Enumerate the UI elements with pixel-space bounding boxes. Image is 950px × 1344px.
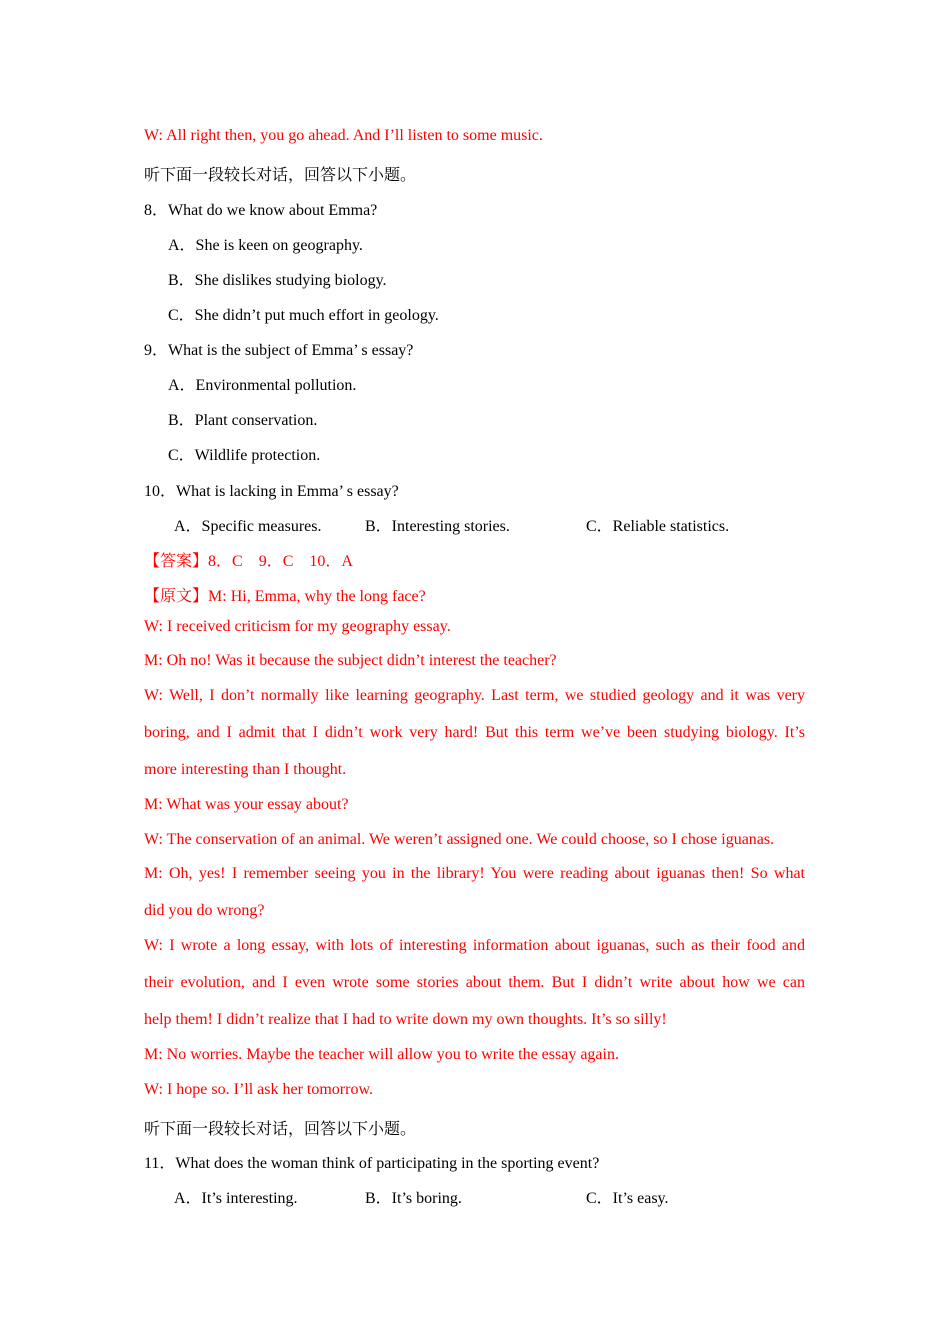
question-11-stem: 11．What does the woman think of participating in the sporting event?: [144, 1155, 600, 1172]
question-10-options: [0, 513, 950, 535]
question-8-option-c: C．She didn’t put much effort in geology.: [168, 307, 439, 324]
transcript-line: help them! I didn’t realize that I had to write down my own thoughts. It’s so silly!: [144, 1011, 667, 1028]
transcript-line: their evolution, and I even wrote some stories about them. But I didn’t write about how we can: [144, 974, 805, 991]
question-11-option-b: B．It’s boring.: [365, 1190, 462, 1207]
transcript-line: boring, and I admit that I didn’t work very hard! But this term we’ve been studying biology. It’s: [144, 724, 805, 741]
transcript-label: 【原文】: [144, 588, 209, 605]
transcript-first-line: M: Hi, Emma, why the long face?: [208, 588, 426, 605]
transcript-line: M: What was your essay about?: [144, 796, 349, 813]
question-11-option-a: A．It’s interesting.: [174, 1190, 298, 1207]
dialogue-line: W: All right then, you go ahead. And I’ll listen to some music.: [144, 127, 543, 144]
question-8-option-a: A．She is keen on geography.: [168, 237, 363, 254]
question-10-option-c: C．Reliable statistics.: [586, 518, 730, 535]
question-9-option-a: A．Environmental pollution.: [168, 377, 357, 394]
answer-label: 【答案】: [144, 553, 209, 570]
question-11-options: [0, 1185, 950, 1207]
transcript-line: W: The conservation of an animal. We weren’t assigned one. We could choose, so I chose iguanas.: [144, 831, 775, 848]
question-8-option-b: B．She dislikes studying biology.: [168, 272, 387, 289]
transcript-line: W: Well, I don’t normally like learning geography. Last term, we studied geology and it was very: [144, 687, 805, 704]
transcript-line: M: Oh no! Was it because the subject didn’t interest the teacher?: [144, 652, 557, 669]
question-10-stem: 10．What is lacking in Emma’ s essay?: [144, 483, 399, 500]
question-10-option-a: A．Specific measures.: [174, 518, 322, 535]
answer-text: 8．C 9．C 10．A: [208, 553, 353, 570]
question-9-stem: 9．What is the subject of Emma’ s essay?: [144, 342, 414, 359]
question-11-option-c: C．It’s easy.: [586, 1190, 669, 1207]
section-instruction: 听下面一段较长对话，回答以下小题。: [144, 167, 417, 184]
transcript-line: did you do wrong?: [144, 902, 265, 919]
transcript-line: W: I hope so. I’ll ask her tomorrow.: [144, 1081, 373, 1098]
question-10-option-b: B．Interesting stories.: [365, 518, 510, 535]
transcript-line: M: No worries. Maybe the teacher will allow you to write the essay again.: [144, 1046, 619, 1063]
answer-key: [144, 548, 353, 571]
section-instruction: 听下面一段较长对话，回答以下小题。: [144, 1121, 417, 1138]
question-8-stem: 8．What do we know about Emma?: [144, 202, 378, 219]
transcript-line: W: I wrote a long essay, with lots of interesting information about iguanas, such as their food and: [144, 937, 805, 954]
question-9-option-b: B．Plant conservation.: [168, 412, 318, 429]
transcript-line: more interesting than I thought.: [144, 761, 347, 778]
transcript-line: M: Oh, yes! I remember seeing you in the library! You were reading about iguanas then! So what: [144, 865, 805, 882]
transcript-header: [144, 583, 426, 606]
question-9-option-c: C．Wildlife protection.: [168, 447, 321, 464]
transcript-line: W: I received criticism for my geography essay.: [144, 618, 451, 635]
